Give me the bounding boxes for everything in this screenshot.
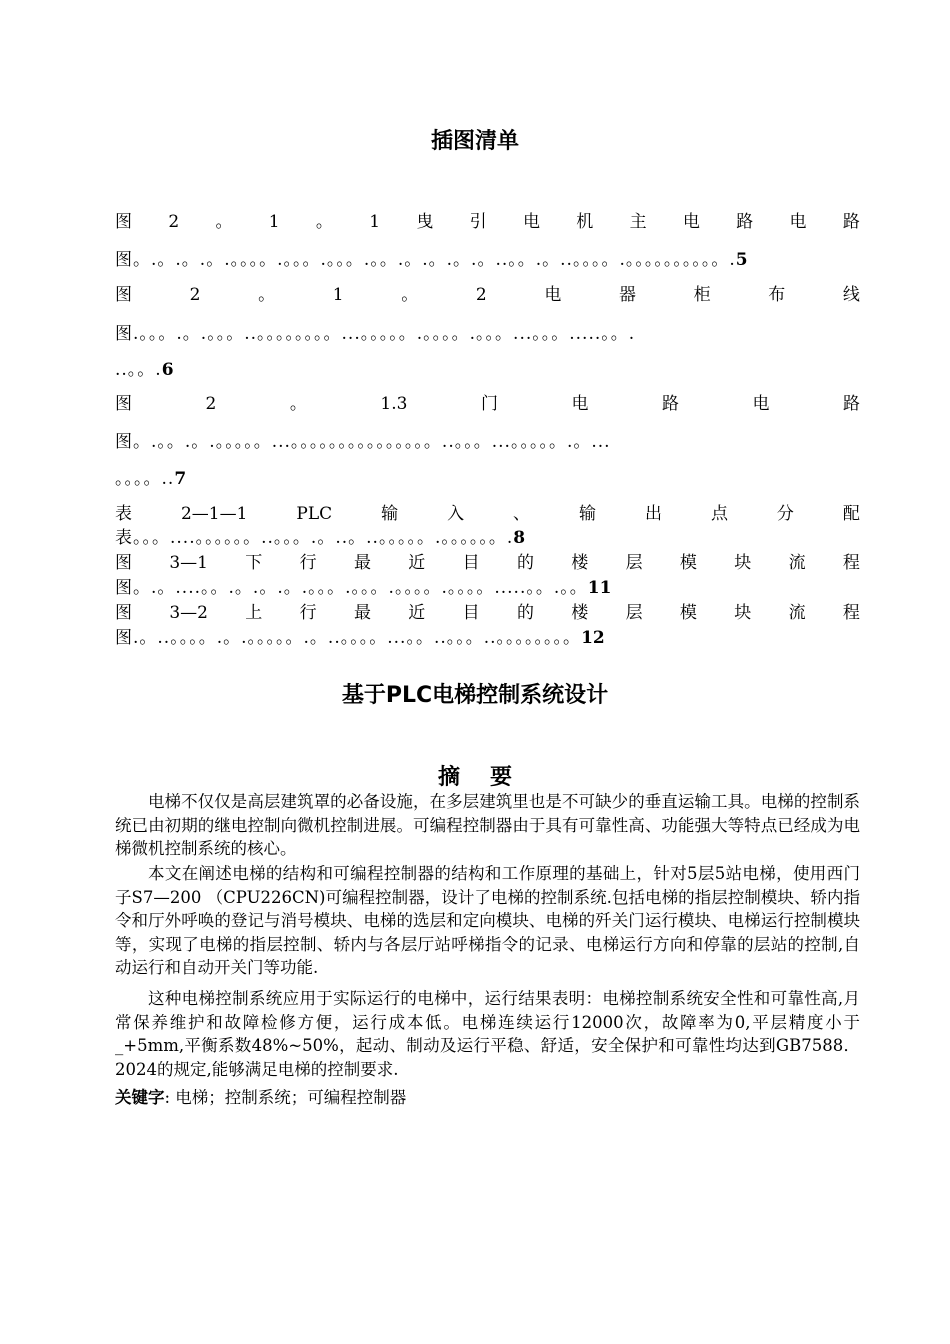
toc-entry-2-leader: 图.。。。.。.。。。..。。。。。。。。...。。。。。.。。。。.。。。...。。。.....。。. [115, 324, 636, 344]
toc-entry-1-token: 路 [842, 212, 860, 232]
toc-entry-4-token: 分 [776, 504, 794, 524]
toc-entry-1-token: 图 [115, 212, 132, 232]
toc-entry-3-token: 路 [843, 394, 860, 414]
toc-entry-2-token: 2 [189, 285, 201, 305]
toc-entry-2-token: 。 [258, 285, 276, 305]
toc-entry-5-token: 流 [788, 553, 806, 573]
toc-entry-4-token: 出 [644, 504, 662, 524]
toc-entry-6-token: 程 [842, 603, 860, 623]
toc-entry-5-leader: 图。.。....。。.。.。.。.。。。.。。。.。。。。.。。。。.....。。.。。11 [115, 578, 612, 598]
toc-entry-2-token: 图 [115, 285, 132, 305]
abstract-heading: 摘要 [437, 765, 542, 790]
toc-entry-4-token: 表 [115, 504, 132, 524]
toc-entry-6-token: 层 [625, 603, 643, 623]
toc-entry-4-token: 2—1—1 [180, 504, 248, 524]
toc-entry-4-token: 、 [513, 504, 531, 524]
toc-entry-1-token: 。 [215, 212, 233, 232]
toc-entry-5-token: 楼 [571, 553, 589, 573]
toc-entry-1-title [115, 212, 860, 232]
toc-entry-1-token: 主 [629, 212, 647, 232]
toc-entry-1-token: 机 [576, 212, 594, 232]
toc-entry-5-page: 11 [587, 578, 612, 598]
toc-entry-2-page: 6 [161, 360, 174, 380]
toc-entry-6-token: 楼 [571, 603, 589, 623]
toc-entry-6-page: 12 [581, 628, 605, 648]
toc-entry-5-token: 下 [245, 553, 263, 573]
toc-entry-3-token: 1.3 [380, 394, 408, 414]
toc-entry-3-token: 电 [571, 394, 589, 414]
abstract-paragraph-2: 本文在阐述电梯的结构和可编程控制器的结构和工作原理的基础上，针对5层5站电梯，使用西门子S7—200 （CPU226CN)可编程控制器，设计了电梯的控制系统.包括电梯的指层控制模块、轿内指令和厅外呼唤的登记与消号模块、电梯的选层和定向模块、电梯的歼关门运行模块、电梯运行控制模块等，实现了电梯的指层控制、轿内与各层厅站呼梯指令的记录、电梯运行方向和停靠的层站的控制,自动运行和自动开关门等功能. [115, 864, 860, 977]
toc-entry-6-token: 最 [353, 603, 371, 623]
toc-entry-3-token: 门 [480, 394, 498, 414]
toc-entry-5-token: 的 [516, 553, 534, 573]
toc-entry-5-token: 近 [408, 553, 426, 573]
toc-entry-6-token: 图 [115, 603, 132, 623]
toc-entry-5-token: 块 [734, 553, 752, 573]
toc-entry-3-title [115, 394, 860, 414]
abstract-paragraph-3: 这种电梯控制系统应用于实际运行的电梯中，运行结果表明：电梯控制系统安全性和可靠性高,月常保养维护和故障检修方便，运行成本低。电梯连续运行12000次，故障率为0,平层精度小于_+5mm,平衡系数48%~50%，起动、制动及运行平稳、舒适，安全保护和可靠性均达到GB7588．2024的规定,能够满足电梯的控制要求. [115, 989, 860, 1079]
toc-entry-1-page: 5 [735, 250, 748, 270]
abstract-paragraph-1: 电梯不仅仅是高层建筑罩的必备设施，在多层建筑里也是不可缺少的垂直运输工具。电梯的控制系统已由初期的继电控制向微机控制进展。可编程控制器由于具有可靠性高、功能强大等特点已经成为电梯微机控制系统的核心。 [115, 792, 860, 858]
toc-entry-6-token: 流 [788, 603, 806, 623]
toc-entry-2-token: 1 [332, 285, 344, 305]
toc-entry-4-title [115, 504, 860, 524]
toc-entry-1-token: 引 [469, 212, 487, 232]
toc-entry-5-token: 图 [115, 553, 132, 573]
toc-entry-5-token: 层 [625, 553, 643, 573]
toc-entry-1-leader: 图。.。.。.。.。。。。.。。。.。。。.。。.。.。.。.。..。。.。..。。。。.。。。。。。。。。。.5 [115, 250, 748, 270]
toc-entry-2-token: 器 [618, 285, 636, 305]
toc-entry-1-token: 曳 [416, 212, 434, 232]
toc-entry-6-token: 上 [245, 603, 263, 623]
toc-entry-1-token: 电 [682, 212, 700, 232]
toc-entry-2-token: 2 [475, 285, 487, 305]
toc-entry-3-leader: 图。.。。.。.。。。。。...。。。。。。。。。。。。。。。..。。。...。。。。。.。... [115, 432, 611, 452]
toc-entry-1-token: 路 [736, 212, 754, 232]
toc-entry-1-token: 2 [168, 212, 180, 232]
toc-entry-3-token: 2 [205, 394, 217, 414]
toc-entry-6-token: 目 [462, 603, 480, 623]
toc-entry-1-token: 电 [522, 212, 540, 232]
toc-entry-6-title [115, 603, 860, 623]
toc-entry-6-leader: 图.。..。。。。.。.。。。。。.。..。。。。...。。..。。。..。。。。。。。。12 [115, 628, 605, 648]
toc-entry-4-token: 入 [447, 504, 465, 524]
toc-entry-5-token: 目 [462, 553, 480, 573]
toc-entry-5-token: 行 [299, 553, 317, 573]
toc-entry-2-token: 电 [544, 285, 562, 305]
keywords-label: 关键字 [115, 1088, 165, 1107]
keywords-text: : 电梯；控制系统；可编程控制器 [164, 1088, 407, 1107]
toc-entry-3-page: 7 [174, 469, 187, 489]
list-title: 插图清单 [430, 129, 519, 154]
keywords-line [115, 1086, 860, 1109]
toc-entry-1-token: 电 [789, 212, 807, 232]
toc-entry-5-token: 最 [353, 553, 371, 573]
toc-entry-6-token: 的 [516, 603, 534, 623]
toc-entry-5-token: 模 [679, 553, 697, 573]
toc-entry-2-token: 布 [768, 285, 786, 305]
document-title: 基于PLC电梯控制系统设计 [341, 683, 609, 708]
toc-entry-2-token: 。 [401, 285, 419, 305]
toc-entry-3-token: 图 [115, 394, 132, 414]
toc-entry-2-token: 柜 [693, 285, 711, 305]
toc-entry-4-leader: 表。。。....。。。。。。..。。。.。..。..。。。。。.。。。。。。.8 [115, 528, 526, 548]
toc-entry-4-token: 点 [710, 504, 728, 524]
toc-entry-1-token: 。 [315, 212, 333, 232]
toc-entry-4-token: 输 [579, 504, 597, 524]
toc-entry-4-page: 8 [513, 528, 526, 548]
toc-entry-4-token: PLC [296, 504, 333, 524]
toc-entry-2-title [115, 285, 860, 305]
toc-entry-6-token: 3—2 [169, 603, 208, 623]
toc-entry-5-token: 3—1 [169, 553, 208, 573]
toc-entry-3-token: 电 [752, 394, 770, 414]
toc-entry-6-token: 近 [408, 603, 426, 623]
toc-entry-5-token: 程 [842, 553, 860, 573]
toc-entry-2-leader-cont: ..。。.6 [115, 360, 174, 380]
toc-entry-4-token: 配 [842, 504, 860, 524]
toc-entry-2-token: 线 [842, 285, 860, 305]
toc-entry-6-token: 块 [734, 603, 752, 623]
toc-entry-5-title [115, 553, 860, 573]
toc-entry-6-token: 模 [679, 603, 697, 623]
toc-entry-3-token: 。 [289, 394, 307, 414]
toc-entry-4-token: 输 [381, 504, 399, 524]
toc-entry-3-leader-cont: 。。。。..7 [115, 469, 187, 489]
toc-entry-1-token: 1 [268, 212, 280, 232]
toc-entry-6-token: 行 [299, 603, 317, 623]
toc-entry-1-token: 1 [369, 212, 381, 232]
toc-entry-3-token: 路 [661, 394, 679, 414]
